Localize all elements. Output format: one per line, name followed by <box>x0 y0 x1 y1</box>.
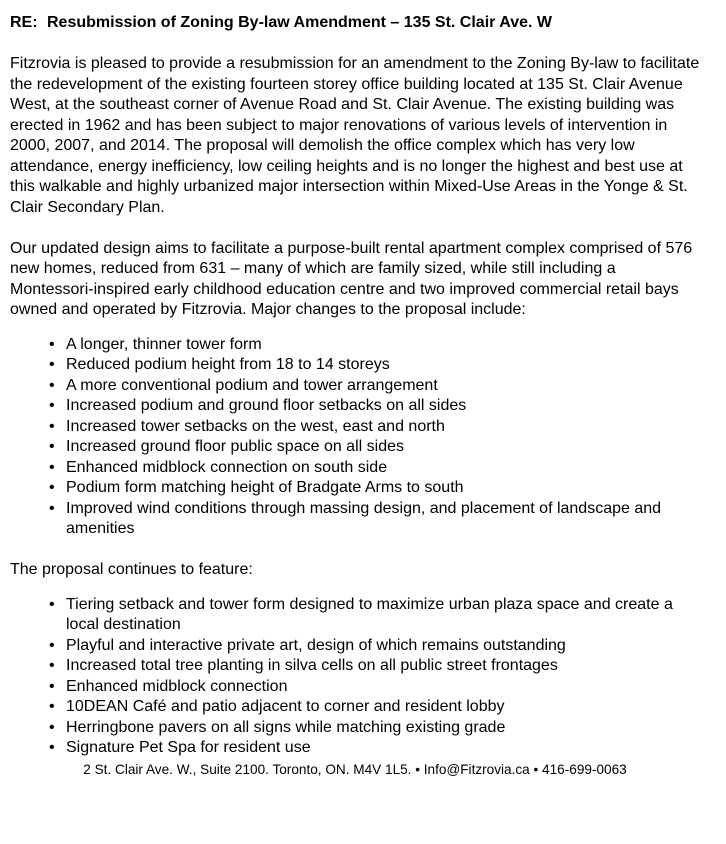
list-item: • Herringbone pavers on all signs while matching existing grade <box>10 718 700 739</box>
features-list <box>10 595 700 759</box>
list-item: • Signature Pet Spa for resident use <box>10 738 700 759</box>
list-item: • Tiering setback and tower form designed to maximize urban plaza space and create a local destination <box>10 595 700 636</box>
subject-line <box>10 13 700 34</box>
list-item: • Improved wind conditions through massing design, and placement of landscape and amenities <box>10 499 700 540</box>
list-item: • Increased ground floor public space on all sides <box>10 437 700 458</box>
major-changes-list <box>10 335 700 540</box>
paragraph-updated-design: Our updated design aims to facilitate a purpose-built rental apartment complex comprised of 576 new homes, reduced from 631 – many of which are family sized, while still including a Montessori-inspired early childhood education centre and two improved commercial retail bays owned and operated by Fitzrovia. Major changes to the proposal include: <box>10 239 693 318</box>
paragraph-intro: Fitzrovia is pleased to provide a resubmission for an amendment to the Zoning By-law to facilitate the redevelopment of the existing fourteen storey office building located at 135 St. Clair Avenue West, at the southeast corner of Avenue Road and St. Clair Avenue. The existing building was erected in 1962 and has been subject to major renovations of various levels of intervention in 2000, 2007, and 2014. The proposal will demolish the office complex which has very low attendance, energy inefficiency, low ceiling heights and is no longer the highest and best use at this walkable and highly urbanized major intersection within Mixed-Use Areas in the Yonge & St. Clair Secondary Plan. <box>10 55 700 216</box>
list-item: • Podium form matching height of Bradgate Arms to south <box>10 478 700 499</box>
list-item: • Increased podium and ground floor setbacks on all sides <box>10 396 700 417</box>
list-item: • Playful and interactive private art, design of which remains outstanding <box>10 636 700 657</box>
list-item: • Enhanced midblock connection on south side <box>10 458 700 479</box>
re-label: RE: <box>10 14 38 31</box>
list-item: • Increased tower setbacks on the west, east and north <box>10 417 700 438</box>
list-item: • A longer, thinner tower form <box>10 335 700 356</box>
list-item: • Reduced podium height from 18 to 14 storeys <box>10 355 700 376</box>
subject-title: Resubmission of Zoning By-law Amendment – 135 St. Clair Ave. W <box>47 14 552 31</box>
paragraph-continues: The proposal continues to feature: <box>10 561 253 578</box>
footer-contact: 2 St. Clair Ave. W., Suite 2100. Toronto, ON. M4V 1L5. • Info@Fitzrovia.ca • 416-699-0063 <box>83 761 627 777</box>
list-item: • Increased total tree planting in silva cells on all public street frontages <box>10 656 700 677</box>
list-item: • A more conventional podium and tower arrangement <box>10 376 700 397</box>
list-item: • 10DEAN Café and patio adjacent to corner and resident lobby <box>10 697 700 718</box>
list-item: • Enhanced midblock connection <box>10 677 700 698</box>
